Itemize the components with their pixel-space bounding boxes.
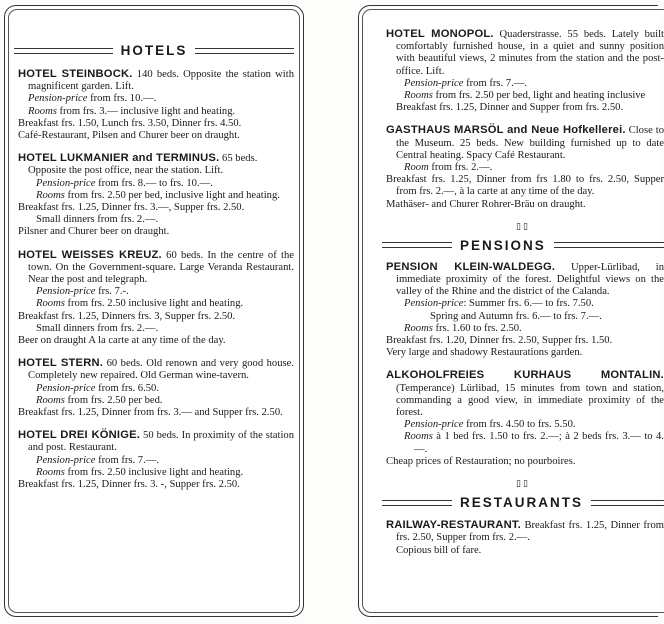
pension-name: ALKOHOLFREIES KURHAUS MONTALIN. bbox=[386, 369, 664, 382]
rooms-price: frs. 1.60 to frs. 2.50. bbox=[432, 322, 522, 334]
spring-autumn-price: Spring and Autumn frs. 6.— to frs. 7.—. bbox=[430, 310, 602, 322]
meal-prices: Breakfast frs. 1.25, Dinner frs. 3.—, Supper frs. 2.50. bbox=[18, 202, 245, 214]
hotels-heading-row bbox=[14, 43, 294, 58]
rooms-price: from frs. 2.50 inclusive light and heating. bbox=[64, 298, 244, 310]
heading-rule bbox=[591, 500, 664, 506]
cheap-prices: Cheap prices of Restauration; no pourboires. bbox=[386, 455, 576, 467]
pensions-heading-row bbox=[382, 238, 664, 253]
beer-info: Mathäser- and Churer Rohrer-Bräu on draught. bbox=[386, 198, 586, 210]
hotel-name: HOTEL STERN. bbox=[18, 357, 104, 370]
hotel-name: GASTHAUS MARSÖL and Neue Hofkellerei. bbox=[386, 124, 626, 137]
hotel-description: Quaderstrasse. 55 beds. Lately built comfortably furnished house, in a quiet and sunny position with beautiful views, 2 minutes from the station and the post-office. Lift. bbox=[396, 29, 664, 77]
rooms-label: Rooms bbox=[36, 189, 65, 201]
heading-rule bbox=[14, 48, 113, 54]
heading-rule bbox=[382, 500, 452, 506]
rooms-price: à 1 bed frs. 1.50 to frs. 2.—; à 2 beds frs. 3.— to 4.—. bbox=[414, 431, 664, 455]
hotel-description: 140 beds. Opposite the station with magnificent garden. Lift. bbox=[28, 69, 294, 93]
hotel-lukmanier-entry bbox=[14, 152, 294, 238]
railway-restaurant-entry bbox=[382, 519, 664, 557]
hotel-steinbock-entry bbox=[14, 68, 294, 142]
pension-price: : Summer frs. 6.— to frs. 7.50. bbox=[463, 298, 594, 310]
rooms-price: from frs. 3.— inclusive light and heating. bbox=[56, 105, 236, 117]
pension-label: Pension-price bbox=[36, 454, 96, 466]
rooms-label: Rooms bbox=[404, 431, 433, 443]
left-column bbox=[14, 6, 294, 616]
rooms-label: Rooms bbox=[36, 466, 65, 478]
right-page bbox=[358, 5, 664, 617]
hotel-name: HOTEL MONOPOL. bbox=[386, 28, 494, 40]
rooms-price: from frs. 2.50 per bed, inclusive light and heating. bbox=[64, 189, 280, 201]
pension-price: from frs. 10.—. bbox=[87, 93, 157, 105]
hotels-heading: HOTELS bbox=[120, 43, 188, 58]
hotel-name: HOTEL DREI KÖNIGE. bbox=[18, 429, 141, 442]
hotel-description: 60 beds. In the centre of the town. On the Government-square. Large Veranda Restaurant. Near the post and telegraph. bbox=[28, 249, 294, 286]
heading-rule bbox=[382, 242, 452, 248]
heading-rule bbox=[554, 242, 664, 248]
cafe-info: Café-Restaurant, Pilsen and Churer beer on draught. bbox=[18, 130, 240, 142]
rooms-price: from frs. 2.50 inclusive light and heating. bbox=[64, 466, 244, 478]
hotel-description: 60 beds. Old renown and very good house. Completely new repaired. Old German wine-tavern. bbox=[28, 358, 294, 382]
hotel-name: HOTEL LUKMANIER and TERMINUS. bbox=[18, 152, 220, 165]
room-label: Room bbox=[404, 162, 429, 174]
pension-name: PENSION KLEIN-WALDEGG. bbox=[386, 260, 556, 273]
rooms-label: Rooms bbox=[28, 105, 57, 117]
pension-label: Pension-price bbox=[36, 177, 96, 189]
hotel-description: 50 beds. In proximity of the station and post. Restaurant. bbox=[28, 430, 294, 454]
left-page bbox=[4, 5, 304, 617]
kurhaus-montalin-entry bbox=[382, 369, 664, 468]
pension-label: Pension-price bbox=[404, 419, 464, 431]
meal-prices: Breakfast frs. 1.25, Dinner from frs 1.80 to frs. 2.50, Supper from frs. 2.—, à la carte at any time of the day. bbox=[386, 174, 664, 198]
pension-label: Pension-price bbox=[36, 382, 96, 394]
hotel-weisses-kreuz-entry bbox=[14, 249, 294, 348]
beer-info: Beer on draught A la carte at any time of the day. bbox=[18, 335, 226, 347]
hotel-stern-entry bbox=[14, 357, 294, 419]
rooms-price: from frs. 2.50 per bed. bbox=[64, 394, 163, 406]
pension-price: from frs. 7.—. bbox=[95, 454, 159, 466]
hotel-name: HOTEL WEISSES KREUZ. bbox=[18, 248, 162, 261]
hotel-location: Opposite the post office, near the station. Lift. bbox=[28, 165, 224, 177]
hotel-name: HOTEL STEINBOCK. bbox=[18, 68, 133, 80]
hotel-description: 65 beds. bbox=[222, 153, 258, 165]
pension-description: Upper-Lürlibad, in immediate proximity of the forest. Delightful views on the valley of the Rhine and the district of the Calanda. bbox=[396, 261, 664, 298]
small-dinners: Small dinners from frs. 2.—. bbox=[36, 322, 159, 334]
hotel-description: Close to the Museum. 25 beds. New building furnished up to date Central heating. Spacy Café Restaurant. bbox=[396, 125, 664, 161]
heading-rule bbox=[195, 48, 294, 54]
pension-price: from frs. 6.50. bbox=[95, 382, 159, 394]
hotel-drei-konige-entry bbox=[14, 429, 294, 491]
pension-price: from frs. 7.—. bbox=[463, 77, 527, 89]
restaurant-name: RAILWAY-RESTAURANT. bbox=[386, 519, 521, 532]
small-dinners: Small dinners from frs. 2.—. bbox=[36, 214, 159, 226]
garden-info: Very large and shadowy Restaurations garden. bbox=[386, 347, 583, 359]
rooms-price: from frs. 2.50 per bed, light and heating inclusive bbox=[432, 90, 646, 102]
pension-label: Pension-price bbox=[404, 77, 464, 89]
pension-price: frs. 7.-. bbox=[95, 286, 129, 298]
restaurants-heading-row bbox=[382, 495, 664, 510]
rooms-label: Rooms bbox=[404, 322, 433, 334]
pension-label: Pension-price bbox=[28, 93, 88, 105]
restaurants-heading: RESTAURANTS bbox=[460, 495, 583, 511]
pension-price: from frs. 4.50 to frs. 5.50. bbox=[463, 419, 576, 431]
meal-prices: Breakfast frs. 1.25, Dinners frs. 3, Supper frs. 2.50. bbox=[18, 310, 236, 322]
pension-price: from frs. 8.— to frs. 10.—. bbox=[95, 177, 213, 189]
ornament-divider: ▯▯ bbox=[516, 478, 530, 489]
rooms-label: Rooms bbox=[36, 394, 65, 406]
pension-label: Pension-price bbox=[404, 298, 464, 310]
meal-prices: Breakfast frs. 1.25, Dinner from frs. 3.— and Supper frs. 2.50. bbox=[18, 407, 283, 419]
pension-description: (Temperance) Lürlibad, 15 minutes from town and station, commanding a good view, in immediate proximity of the forest. bbox=[396, 382, 664, 419]
hotel-monopol-entry bbox=[382, 28, 664, 114]
rooms-label: Rooms bbox=[36, 298, 65, 310]
meal-prices: Breakfast frs. 1.25, Dinner and Supper from frs. 2.50. bbox=[396, 102, 624, 114]
ornament-divider: ▯▯ bbox=[516, 220, 530, 231]
meal-prices: Breakfast frs. 1.20, Dinner frs. 2.50, Supper frs. 1.50. bbox=[386, 335, 613, 347]
pensions-heading: PENSIONS bbox=[460, 237, 546, 253]
beer-info: Pilsner and Churer beer on draught. bbox=[18, 226, 170, 238]
bill-of-fare: Copious bill of fare. bbox=[396, 544, 482, 556]
right-column bbox=[382, 6, 664, 616]
pension-klein-waldegg-entry bbox=[382, 261, 664, 360]
restaurant-description: Breakfast frs. 1.25, Dinner from frs. 2.50, Supper from frs. 2.—. bbox=[396, 520, 664, 544]
pension-label: Pension-price bbox=[36, 286, 96, 298]
meal-prices: Breakfast frs. 1.50, Lunch frs. 3.50, Dinner frs. 4.50. bbox=[18, 117, 242, 129]
gasthaus-marsol-entry bbox=[382, 124, 664, 210]
rooms-label: Rooms bbox=[404, 90, 433, 102]
meal-prices: Breakfast frs. 1.25, Dinner frs. 3. -, Supper frs. 2.50. bbox=[18, 479, 240, 491]
room-price: from frs. 2.—. bbox=[428, 162, 493, 174]
